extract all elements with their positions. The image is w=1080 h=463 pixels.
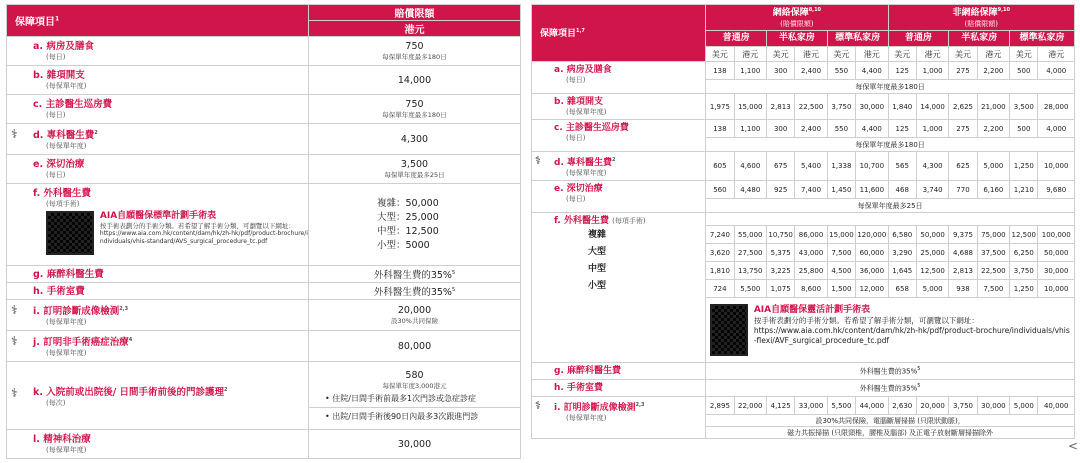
- benefit-c: c. 主診醫生巡房費 (每日): [7, 95, 309, 124]
- value-cell: 10,000: [1038, 152, 1075, 181]
- flexi-row: [532, 181, 1075, 199]
- flexi-benefit-i: ⚕ i. 訂明診斷成像檢測$^{2,3}$ (每保單年度): [532, 397, 706, 439]
- currency-header: 港元: [309, 21, 521, 37]
- flexi-benefit-a: a. 病房及膳食 (每日): [532, 62, 706, 94]
- value-cell: 1,645: [888, 262, 916, 280]
- benefit-k: ⚕ k. 入院前或出院後/ 日間手術前後的門診護理$^2$ (每次): [7, 362, 309, 430]
- benefit-e-value: 3,500 每保單年度最多25日: [309, 155, 521, 184]
- caduceus-icon: ⚕: [11, 334, 18, 349]
- size-major: 大型：25,000: [377, 211, 439, 223]
- value-cell: 27,500: [734, 244, 766, 262]
- value-cell: 500: [1010, 120, 1038, 138]
- benefit-g: g. 麻醉科醫生費: [7, 266, 309, 283]
- value-cell: 1,450: [827, 181, 855, 199]
- value-cell: 10,000: [1038, 280, 1075, 298]
- value-cell: 4,480: [734, 181, 766, 199]
- plan-table-url[interactable]: https://www.aia.com.hk/content/dam/hk/zh-hk/pdf/product-brochure/individuals/vhis-standard/AVS_surgical_procedure_tc.pdf: [99, 230, 308, 245]
- value-cell: 33,000: [795, 397, 827, 415]
- value-cell: 138: [706, 120, 734, 138]
- value-cell: 675: [766, 152, 794, 181]
- value-cell: 468: [888, 181, 916, 199]
- outpatient-bullet-2: • 出院/日間手術後90日內最多3次跟進門診: [325, 411, 479, 421]
- spacer: [706, 213, 1075, 226]
- room-private: 標準私家房: [1010, 31, 1075, 47]
- value-cell: 1,100: [734, 62, 766, 80]
- value-cell: 1,840: [888, 94, 916, 120]
- flexi-benefit-h-value: 外科醫生費的35%$^5$: [706, 380, 1075, 397]
- value-cell: 3,740: [916, 181, 948, 199]
- caduceus-icon: ⚕: [11, 386, 18, 401]
- value-cell: 20,000: [916, 397, 948, 415]
- room-semi-private: 半私家房: [766, 31, 827, 47]
- value-cell: 4,500: [827, 262, 855, 280]
- flexi-item-header: 保障項目$^{1,7}$: [532, 5, 706, 62]
- value-cell: 2,400: [795, 120, 827, 138]
- flexi-plan-table-info: [706, 298, 1075, 363]
- flexi-row: [532, 62, 1075, 80]
- value-cell: 4,300: [916, 152, 948, 181]
- benefit-i: ⚕ i. 訂明診斷成像檢測$^{2,3}$ (每保單年度): [7, 300, 309, 331]
- room-ward: 普通房: [888, 31, 949, 47]
- currency-cell: 港元: [734, 47, 766, 62]
- caduceus-icon: ⚕: [11, 127, 18, 141]
- benefit-l-value: 30,000: [309, 430, 521, 459]
- value-cell: 30,000: [1038, 262, 1075, 280]
- value-cell: 2,813: [766, 94, 794, 120]
- value-cell: 1,000: [916, 120, 948, 138]
- value-cell: 9,680: [1038, 181, 1075, 199]
- value-cell: 1,075: [766, 280, 794, 298]
- value-cell: 4,000: [1038, 120, 1075, 138]
- value-cell: 8,600: [795, 280, 827, 298]
- value-cell: 3,750: [949, 397, 977, 415]
- value-cell: 3,500: [1010, 94, 1038, 120]
- value-cell: 625: [949, 152, 977, 181]
- value-cell: 28,000: [1038, 94, 1075, 120]
- value-cell: 1,210: [1010, 181, 1038, 199]
- value-cell: 100,000: [1038, 226, 1075, 244]
- value-cell: 6,580: [888, 226, 916, 244]
- benefit-l: l. 精神科治療 (每保單年度): [7, 430, 309, 459]
- currency-cell: 美元: [706, 47, 734, 62]
- value-cell: 5,400: [795, 152, 827, 181]
- flexi-benefit-f: f. 外科醫生費 (每項手術) 複雜 大型 中型 小型: [532, 213, 706, 363]
- benefit-j-value: 80,000: [309, 331, 521, 362]
- currency-cell: 美元: [888, 47, 916, 62]
- benefit-h: h. 手術室費: [7, 283, 309, 300]
- value-cell: 10,700: [856, 152, 888, 181]
- back-arrow-icon[interactable]: <: [1067, 439, 1078, 453]
- flexi-row-note: 每保單年度最多25日: [706, 199, 1075, 213]
- currency-cell: 港元: [977, 47, 1009, 62]
- value-cell: 5,500: [734, 280, 766, 298]
- currency-cell: 美元: [949, 47, 977, 62]
- value-cell: 11,600: [856, 181, 888, 199]
- room-private: 標準私家房: [827, 31, 888, 47]
- benefit-f: f. 外科醫生費 (每項手術) AIA自願醫保標準計劃手術表 按手術表劃分的手術分類。若希望了解手術分類，可瀏覽以下網址： https://www.aia.com.hk/content/dam/hk/zh-hk/pdf/product-brochure/individuals/vhis-standard/AVS_surgical_procedure_tc.pdf: [7, 184, 309, 266]
- surgery-size-label: 中型: [588, 264, 607, 274]
- value-cell: 12,000: [856, 280, 888, 298]
- value-cell: 50,000: [916, 226, 948, 244]
- value-cell: 3,620: [706, 244, 734, 262]
- currency-cell: 美元: [766, 47, 794, 62]
- value-cell: 1,500: [827, 280, 855, 298]
- benefit-j: ⚕ j. 訂明非手術癌症治療$^4$ (每保單年度): [7, 331, 309, 362]
- value-cell: 50,000: [1038, 244, 1075, 262]
- value-cell: 3,750: [827, 94, 855, 120]
- standard-plan-table: [6, 4, 521, 459]
- caduceus-icon: ⚕: [535, 399, 541, 412]
- value-cell: 5,000: [1010, 397, 1038, 415]
- flexi-plan-table: [531, 4, 1075, 439]
- plan-table-desc: 按手術表劃分的手術分類。若希望了解手術分類，可瀏覽以下網址：: [99, 222, 295, 231]
- currency-cell: 港元: [856, 47, 888, 62]
- value-cell: 86,000: [795, 226, 827, 244]
- room-semi-private: 半私家房: [949, 31, 1010, 47]
- plan-table-title: AIA自願醫保標準計劃手術表: [99, 211, 217, 222]
- value-cell: 925: [766, 181, 794, 199]
- currency-cell: 美元: [1010, 47, 1038, 62]
- surgery-size-label: 大型: [588, 247, 607, 257]
- value-cell: 2,630: [888, 397, 916, 415]
- caduceus-icon: ⚕: [535, 154, 541, 167]
- flexi-benefit-g-value: 外科醫生費的35%$^5$: [706, 363, 1075, 380]
- benefit-b: b. 雜項開支 (每保單年度): [7, 66, 309, 95]
- value-cell: 22,500: [795, 94, 827, 120]
- value-cell: 5,000: [916, 280, 948, 298]
- flexi-row-note: 每保單年度最多180日: [706, 80, 1075, 94]
- value-cell: 1,975: [706, 94, 734, 120]
- value-cell: 12,500: [916, 262, 948, 280]
- flexi-benefit-g: g. 麻醉科醫生費: [532, 363, 706, 380]
- qr-code[interactable]: [46, 211, 94, 255]
- value-cell: 4,688: [949, 244, 977, 262]
- value-cell: 3,750: [1010, 262, 1038, 280]
- value-cell: 2,625: [949, 94, 977, 120]
- value-cell: 1,250: [1010, 280, 1038, 298]
- value-cell: 12,500: [1010, 226, 1038, 244]
- flexi-benefit-e: e. 深切治療 (每日): [532, 181, 706, 213]
- value-cell: 30,000: [856, 94, 888, 120]
- size-minor: 小型：5000: [377, 239, 430, 251]
- value-cell: 55,000: [734, 226, 766, 244]
- value-cell: 7,500: [827, 244, 855, 262]
- benefit-d-value: 4,300: [309, 124, 521, 155]
- value-cell: 60,000: [856, 244, 888, 262]
- value-cell: 15,000: [734, 94, 766, 120]
- value-cell: 500: [1010, 62, 1038, 80]
- benefit-g-value: 外科醫生費的35%$^5$: [309, 266, 521, 283]
- value-cell: 1,100: [734, 120, 766, 138]
- value-cell: 550: [827, 120, 855, 138]
- value-cell: 605: [706, 152, 734, 181]
- surgery-size-label: 複雜: [588, 230, 607, 240]
- value-cell: 300: [766, 62, 794, 80]
- flexi-benefit-i-note: 磁力共振掃描 (只限頸椎，腰椎及腦部) 及正電子放射斷層掃描除外: [706, 427, 1075, 439]
- value-cell: 9,375: [949, 226, 977, 244]
- value-cell: 138: [706, 62, 734, 80]
- value-cell: 4,125: [766, 397, 794, 415]
- currency-cell: 美元: [827, 47, 855, 62]
- value-cell: 275: [949, 62, 977, 80]
- value-cell: 4,400: [856, 120, 888, 138]
- value-cell: 7,240: [706, 226, 734, 244]
- value-cell: 2,813: [949, 262, 977, 280]
- value-cell: 21,000: [977, 94, 1009, 120]
- value-cell: 1,000: [916, 62, 948, 80]
- benefit-e: e. 深切治療 (每日): [7, 155, 309, 184]
- qr-code[interactable]: [710, 304, 748, 356]
- value-cell: 13,750: [734, 262, 766, 280]
- value-cell: 658: [888, 280, 916, 298]
- flexi-row: [532, 152, 1075, 181]
- value-cell: 6,160: [977, 181, 1009, 199]
- flexi-plan-title: AIA自願醫保靈活計劃手術表: [753, 305, 871, 315]
- benefit-k-value: 580 每保單年度3,000港元 • 住院/日間手術前最多1次門診或急症診症 • 出院/日間手術後90日內最多3次跟進門診: [309, 362, 521, 430]
- value-cell: 75,000: [977, 226, 1009, 244]
- value-cell: 30,000: [977, 397, 1009, 415]
- value-cell: 40,000: [1038, 397, 1075, 415]
- benefit-b-value: 14,000: [309, 66, 521, 95]
- value-cell: 565: [888, 152, 916, 181]
- flexi-row-note: 每保單年度最多180日: [706, 138, 1075, 152]
- benefit-a: a. 病房及膳食 (每日): [7, 37, 309, 66]
- value-cell: 7,500: [977, 280, 1009, 298]
- currency-cell: 港元: [916, 47, 948, 62]
- value-cell: 3,290: [888, 244, 916, 262]
- benefit-a-value: 750 每保單年度最多180日: [309, 37, 521, 66]
- value-cell: 300: [766, 120, 794, 138]
- value-cell: 938: [949, 280, 977, 298]
- value-cell: 22,000: [734, 397, 766, 415]
- value-cell: 1,338: [827, 152, 855, 181]
- flexi-benefit-h: h. 手術室費: [532, 380, 706, 397]
- value-cell: 10,750: [766, 226, 794, 244]
- flexi-row: [532, 120, 1075, 138]
- currency-cell: 港元: [795, 47, 827, 62]
- limit-header: 賠償限額: [309, 5, 521, 21]
- value-cell: 5,000: [977, 152, 1009, 181]
- value-cell: 724: [706, 280, 734, 298]
- value-cell: 1,810: [706, 262, 734, 280]
- value-cell: 14,000: [916, 94, 948, 120]
- value-cell: 22,500: [977, 262, 1009, 280]
- value-cell: 44,000: [856, 397, 888, 415]
- value-cell: 2,200: [977, 62, 1009, 80]
- size-intermediate: 中型：12,500: [377, 225, 439, 237]
- caduceus-icon: ⚕: [11, 303, 18, 318]
- flexi-benefit-c: c. 主診醫生巡房費 (每日): [532, 120, 706, 152]
- room-ward: 普通房: [706, 31, 767, 47]
- value-cell: 5,375: [766, 244, 794, 262]
- value-cell: 5,500: [827, 397, 855, 415]
- benefit-d: ⚕ d. 專科醫生費$^2$ (每保單年度): [7, 124, 309, 155]
- benefit-h-value: 外科醫生費的35%$^5$: [309, 283, 521, 300]
- value-cell: 275: [949, 120, 977, 138]
- benefit-i-value: 20,000 設30%共同保險: [309, 300, 521, 331]
- value-cell: 37,500: [977, 244, 1009, 262]
- flexi-row: [532, 94, 1075, 120]
- network-header: 網絡保障$^{8,10}$ (賠償限額): [706, 5, 888, 31]
- value-cell: 125: [888, 62, 916, 80]
- value-cell: 560: [706, 181, 734, 199]
- flexi-plan-url[interactable]: https://www.aia.com.hk/content/dam/hk/zh-hk/pdf/product-brochure/individuals/vhis-flexi/AVF_surgical_procedure_tc.pdf: [753, 326, 1070, 345]
- value-cell: 770: [949, 181, 977, 199]
- benefit-f-value: [309, 184, 521, 266]
- value-cell: 4,600: [734, 152, 766, 181]
- value-cell: 7,400: [795, 181, 827, 199]
- value-cell: 43,000: [795, 244, 827, 262]
- flexi-benefit-d: ⚕ d. 專科醫生費$^2$ (每保單年度): [532, 152, 706, 181]
- surgery-size-label: 小型: [588, 281, 607, 291]
- flexi-benefit-b: b. 雜項開支 (每保單年度): [532, 94, 706, 120]
- value-cell: 550: [827, 62, 855, 80]
- flexi-plan-desc: 按手術表劃分的手術分類。若希望了解手術分類，可瀏覽以下網址：: [753, 316, 979, 325]
- value-cell: 4,000: [1038, 62, 1075, 80]
- currency-cell: 港元: [1038, 47, 1075, 62]
- value-cell: 6,250: [1010, 244, 1038, 262]
- value-cell: 25,000: [916, 244, 948, 262]
- flexi-benefit-i-note: 設30%共同保險，電腦斷層掃描 (只限狀動脈)，: [706, 415, 1075, 427]
- value-cell: 120,000: [856, 226, 888, 244]
- value-cell: 25,800: [795, 262, 827, 280]
- non-network-header: 非網絡保障$^{9,10}$ (賠償限額): [888, 5, 1074, 31]
- value-cell: 4,400: [856, 62, 888, 80]
- item-header: 保障項目$^1$: [7, 5, 309, 37]
- benefit-c-value: 750 每保單年度最多180日: [309, 95, 521, 124]
- value-cell: 1,250: [1010, 152, 1038, 181]
- outpatient-bullet-1: • 住院/日間手術前最多1次門診或急症診症: [325, 393, 477, 403]
- value-cell: 2,200: [977, 120, 1009, 138]
- value-cell: 36,000: [856, 262, 888, 280]
- value-cell: 3,225: [766, 262, 794, 280]
- value-cell: 2,895: [706, 397, 734, 415]
- size-complex: 複雜：50,000: [377, 197, 439, 209]
- value-cell: 125: [888, 120, 916, 138]
- value-cell: 15,000: [827, 226, 855, 244]
- value-cell: 2,400: [795, 62, 827, 80]
